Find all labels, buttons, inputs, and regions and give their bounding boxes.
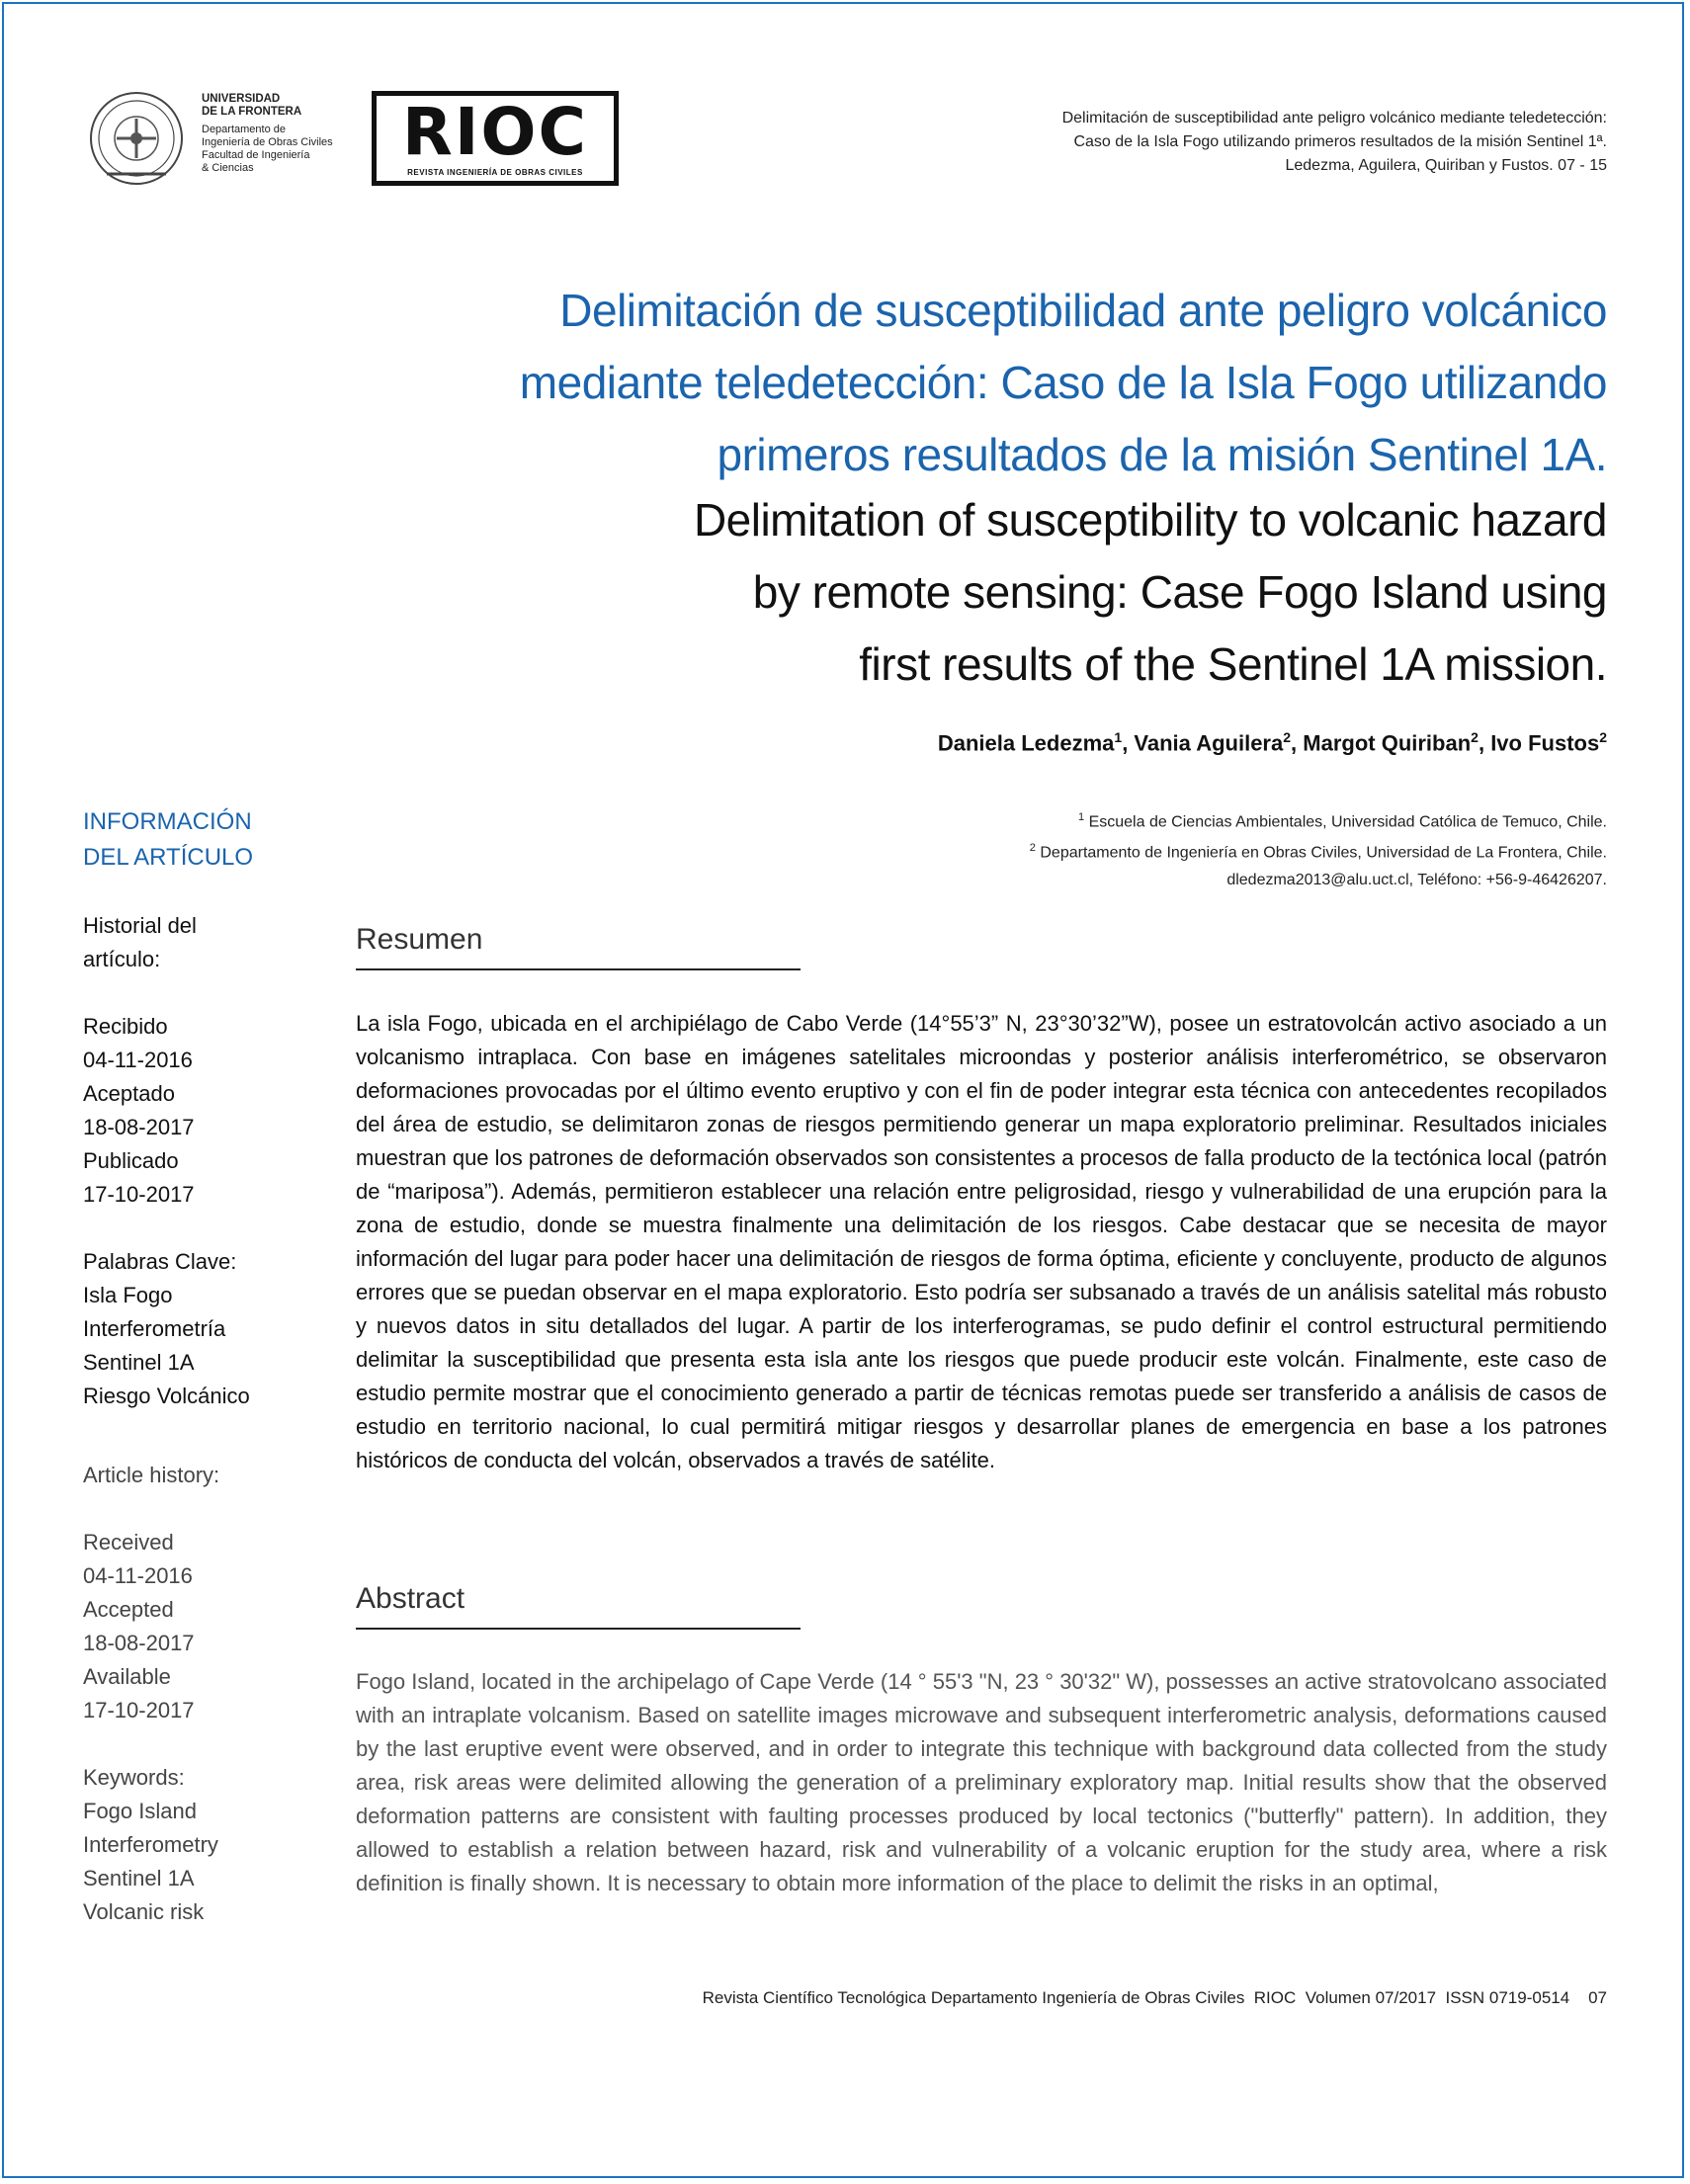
received-date-en: 04-11-2016 [83,1563,193,1588]
keyword: Interferometría [83,1316,226,1341]
running-head-line: Ledezma, Aguilera, Quiriban y Fustos. 07 - 15 [1285,157,1607,174]
running-head [1062,107,1607,178]
faculty-line2: & Ciencias [202,162,254,174]
abstract-heading: Abstract [356,1582,801,1630]
department-line1: Departamento de [202,124,286,135]
journal-logo-name: RIOC [402,94,588,170]
history-label: artículo: [83,947,161,971]
keyword-en: Interferometry [83,1832,218,1857]
faculty-line1: Facultad de Ingeniería [202,149,310,161]
received-date: 04-11-2016 [83,1048,193,1072]
published-label: Publicado [83,1148,179,1173]
title-spanish-line: Delimitación de susceptibilidad ante peligro volcánico [559,285,1607,336]
affiliation-2: $^2$ Departamento de Ingeniería en Obras Civiles, Universidad de La Frontera, Chile. [1029,842,1607,862]
keyword-en: Fogo Island [83,1799,197,1823]
available-label-en: Available [83,1664,171,1689]
received-label-en: Received [83,1530,174,1554]
university-logo [87,89,364,188]
university-name-line2: DE LA FRONTERA [202,106,302,118]
keywords-label: Palabras Clave: [83,1249,237,1274]
author-affiliation-mark: 2 [1283,729,1292,745]
author-affiliation-mark: 2 [1471,729,1479,745]
department-line2: Ingeniería de Obras Civiles [202,136,333,148]
received-label: Recibido [83,1014,168,1039]
title-english-line: by remote sensing: Case Fogo Island using [752,566,1607,618]
resumen-text: La isla Fogo, ubicada en el archipiélago de Cabo Verde (14°55’3” N, 23°30’32”W), posee un estratovolcán activo asociado a un volcanismo intraplaca. Con base en imágenes satelitales microondas y posterior análisis interferométrico, se observaron deformaciones provocadas por el último evento eruptivo y con el fin de poder integrar esta técnica con antecedentes recopilados del área de estudio, se delimitaron zonas de riesgos permitiendo generar un mapa exploratorio preliminar. Resultados iniciales muestran que los patrones de deformación observados son consistentes a procesos de falla producto de la tectónica local (patrón de “mariposa”). Además, permitieron establecer una relación entre peligrosidad, riesgo y vulnerabilidad de una erupción para la zona de estudio, donde se muestra finalmente una delimitación de los riesgos. Cabe destacar que se necesita de mayor información del lugar para poder hacer una delimitación de riesgos de forma óptima, eficiente y concluyente, producto de algunos errores que se puedan observar en el mapa exploratorio. Esto podría ser subsanado a través de un análisis satelital más robusto y nuevos datos in situ detallados del lugar. A partir de los interferogramas, se pudo definir el control estructural permitiendo delimitar la susceptibilidad que presenta esta isla ante los riesgos que puede producir este volcán. Finalmente, este caso de estudio permite mostrar que el conocimiento generado a partir de técnicas remotas puede ser transferido a análisis de casos de estudio en territorio nacional, lo cual permitirá mitigar riesgos y desarrollar planes de emergencia en base a los patrones históricos de conducta del volcán, observados a través de satélite. [356,1011,1607,1472]
accepted-date: 18-08-2017 [83,1115,195,1139]
history-label-en: Article history: [83,1463,220,1487]
university-seal-icon [87,89,186,188]
accepted-label-en: Accepted [83,1597,174,1622]
author-name: Ivo Fustos [1490,730,1600,756]
university-name-line1: UNIVERSIDAD [202,93,281,105]
abstract-text: Fogo Island, located in the archipelago of Cape Verde (14 ° 55'3 "N, 23 ° 30'32" W), possesses an active stratovolcano associated with an intraplate volcanism. Based on satellite images microwave and subsequent interferometric analysis, deformations caused by the last eruptive event were observed, and in order to integrate this technique with background data collected from the study area, risk areas were delimited allowing the generation of a preliminary exploratory map. Initial results show that the observed deformation patterns are consistent with faulting processes produced by local tectonics ("butterfly" pattern). In addition, they allowed to establish a relation between hazard, risk and vulnerability of a volcanic eruption for the study area, where a risk definition is finally shown. It is necessary to obtain more information of the place to delimit the risks in an optimal, [356,1669,1607,1895]
article-info-heading: INFORMACIÓN DEL ARTÍCULO [83,808,254,871]
keyword-en: Sentinel 1A [83,1866,195,1890]
author-name: Daniela Ledezma [937,730,1115,756]
published-date: 17-10-2017 [83,1182,195,1207]
journal-logo [372,91,619,186]
keywords-label-en: Keywords: [83,1765,185,1790]
keyword: Isla Fogo [83,1283,173,1307]
title-english [362,484,1607,701]
author-list: Daniela Ledezma$^1$, Vania Aguilera$^2$, Margot Quiriban$^2$, Ivo Fustos$^2$ [937,729,1607,756]
running-head-line: Caso de la Isla Fogo utilizando primeros resultados de la misión Sentinel 1ª. [1073,133,1607,150]
running-head-line: Delimitación de susceptibilidad ante peligro volcánico mediante teledetección: [1061,110,1607,126]
title-spanish-line: mediante teledetección: Caso de la Isla Fogo utilizando [519,357,1607,408]
accepted-label: Aceptado [83,1081,175,1106]
title-english-line: Delimitation of susceptibility to volcanic hazard [693,494,1607,546]
author-name: Margot Quiriban [1303,730,1472,756]
affiliation-1: $^1$ Escuela de Ciencias Ambientales, Universidad Católica de Temuco, Chile. [1078,811,1607,831]
available-date-en: 17-10-2017 [83,1698,195,1722]
contact-info: dledezma2013@alu.uct.cl, Teléfono: +56-9-46426207. [1226,871,1607,888]
keyword: Sentinel 1A [83,1350,195,1375]
title-english-line: first results of the Sentinel 1A mission. [859,638,1607,690]
author-affiliation-mark: 1 [1114,729,1123,745]
author-name: Vania Aguilera [1134,730,1284,756]
affiliations [1030,804,1607,893]
keyword-en: Volcanic risk [83,1899,205,1924]
article-info-sidebar [83,804,291,1929]
author-affiliation-mark: 2 [1599,729,1607,745]
resumen-heading: Resumen [356,923,801,970]
history-label: Historial del [83,913,197,938]
page-footer: Revista Científico Tecnológica Departamento Ingeniería de Obras Civiles RIOC Volumen 07/2017 ISSN 0719-0514 07 [702,1988,1607,2007]
keyword: Riesgo Volcánico [83,1384,250,1408]
title-spanish [362,275,1607,491]
title-spanish-line: primeros resultados de la misión Sentinel 1A. [717,429,1607,480]
accepted-date-en: 18-08-2017 [83,1631,195,1655]
journal-logo-subtitle: REVISTA INGENIERÍA DE OBRAS CIVILES [407,168,583,177]
